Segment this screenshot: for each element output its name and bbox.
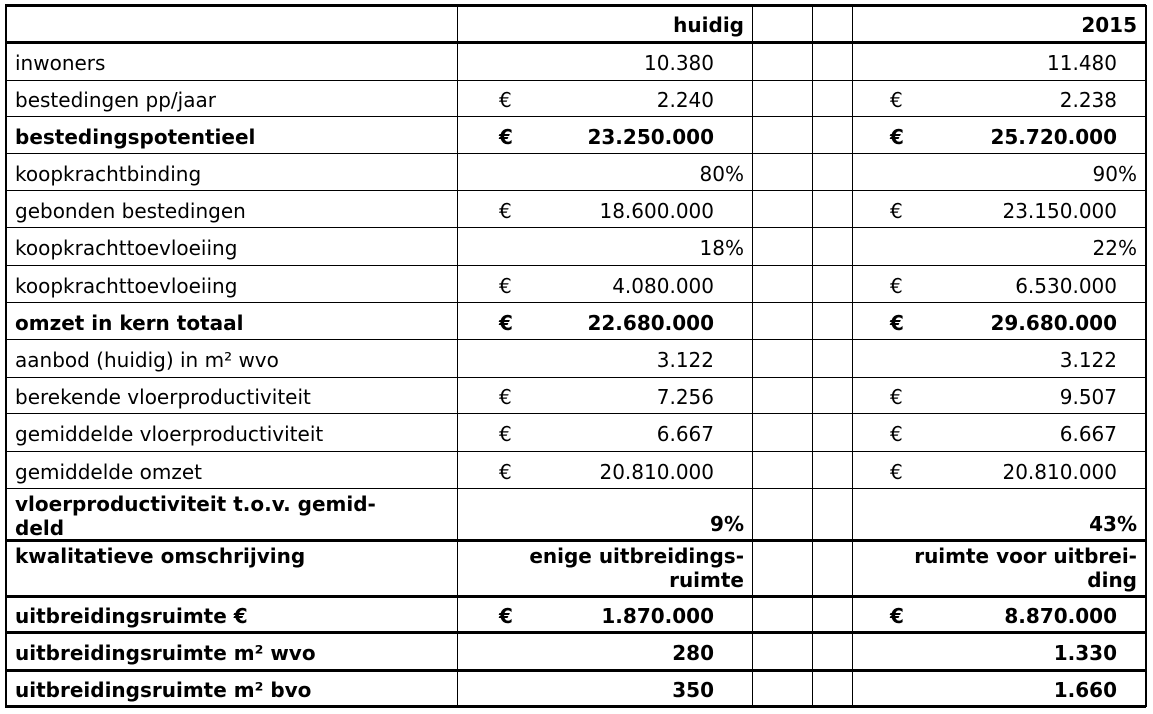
- header-2015: 2015: [1081, 13, 1137, 37]
- row-label: uitbreidingsruimte m² bvo: [15, 678, 312, 702]
- row-label: uitbreidingsruimte €: [15, 604, 248, 628]
- value-huidig: 4.080.000: [612, 274, 714, 298]
- row-label: koopkrachttoevloeiing: [15, 236, 238, 260]
- value-2015: 22%: [1092, 236, 1137, 260]
- currency-symbol: €: [499, 125, 513, 149]
- currency-symbol: €: [499, 274, 512, 298]
- value-2015: 1.660: [1053, 678, 1117, 702]
- row-label: aanbod (huidig) in m² wvo: [15, 348, 279, 372]
- row-label: uitbreidingsruimte m² wvo: [15, 641, 316, 665]
- value-2015: 23.150.000: [1002, 199, 1117, 223]
- row-label: koopkrachtbinding: [15, 162, 202, 186]
- value-huidig: 7.256: [656, 385, 714, 409]
- row-label: bestedingspotentieel: [15, 125, 256, 149]
- currency-symbol: €: [890, 460, 903, 484]
- value-2015: 11.480: [1047, 51, 1117, 75]
- row-label: gemiddelde omzet: [15, 460, 203, 484]
- row-label: omzet in kern totaal: [15, 311, 244, 335]
- value-2015: 2.238: [1059, 88, 1117, 112]
- row-label: kwalitatieve omschrijving: [15, 544, 306, 568]
- value-huidig: 1.870.000: [601, 604, 714, 628]
- value-2015: 1.330: [1053, 641, 1117, 665]
- currency-symbol: €: [890, 88, 903, 112]
- value-2015: 29.680.000: [990, 311, 1117, 335]
- table-rule-vertical: [752, 5, 753, 707]
- currency-symbol: €: [499, 199, 512, 223]
- value-huidig: 18.600.000: [599, 199, 714, 223]
- value-huidig: enige uitbreidings- ruimte: [529, 544, 744, 592]
- value-2015: 3.122: [1059, 348, 1117, 372]
- value-huidig: 6.667: [656, 422, 714, 446]
- value-huidig: 280: [672, 641, 714, 665]
- value-huidig: 9%: [710, 512, 744, 536]
- value-huidig: 18%: [699, 236, 744, 260]
- value-2015: 43%: [1089, 512, 1137, 536]
- header-huidig: huidig: [673, 13, 744, 37]
- value-2015: 90%: [1092, 162, 1137, 186]
- currency-symbol: €: [499, 311, 513, 335]
- value-huidig: 20.810.000: [599, 460, 714, 484]
- row-label: vloerproductiviteit t.o.v. gemid- deld: [15, 492, 376, 540]
- value-huidig: 3.122: [656, 348, 714, 372]
- currency-symbol: €: [890, 199, 903, 223]
- value-huidig: 80%: [699, 162, 744, 186]
- currency-symbol: €: [890, 125, 904, 149]
- value-huidig: 10.380: [644, 51, 714, 75]
- currency-symbol: €: [499, 460, 512, 484]
- currency-symbol: €: [890, 311, 904, 335]
- currency-symbol: €: [890, 604, 904, 628]
- currency-symbol: €: [499, 604, 513, 628]
- row-label: inwoners: [15, 51, 106, 75]
- value-2015: 9.507: [1059, 385, 1117, 409]
- value-2015: 6.667: [1059, 422, 1117, 446]
- row-label: koopkrachttoevloeiing: [15, 274, 238, 298]
- currency-symbol: €: [890, 422, 903, 446]
- currency-symbol: €: [499, 88, 512, 112]
- table-rule-vertical: [812, 5, 813, 707]
- table-rule-vertical: [1145, 5, 1147, 707]
- currency-symbol: €: [499, 385, 512, 409]
- row-label: berekende vloerproductiviteit: [15, 385, 311, 409]
- row-label: bestedingen pp/jaar: [15, 88, 216, 112]
- value-huidig: 23.250.000: [587, 125, 714, 149]
- value-2015: 20.810.000: [1002, 460, 1117, 484]
- value-2015: 6.530.000: [1015, 274, 1117, 298]
- value-2015: 25.720.000: [990, 125, 1117, 149]
- value-huidig: 350: [672, 678, 714, 702]
- row-label: gemiddelde vloerproductiviteit: [15, 422, 324, 446]
- row-label: gebonden bestedingen: [15, 199, 246, 223]
- value-2015: ruimte voor uitbrei- ding: [914, 544, 1137, 592]
- table-rule-horizontal: [5, 4, 1146, 7]
- currency-symbol: €: [890, 385, 903, 409]
- currency-symbol: €: [890, 274, 903, 298]
- value-huidig: 2.240: [656, 88, 714, 112]
- value-huidig: 22.680.000: [587, 311, 714, 335]
- value-2015: 8.870.000: [1004, 604, 1117, 628]
- currency-symbol: €: [499, 422, 512, 446]
